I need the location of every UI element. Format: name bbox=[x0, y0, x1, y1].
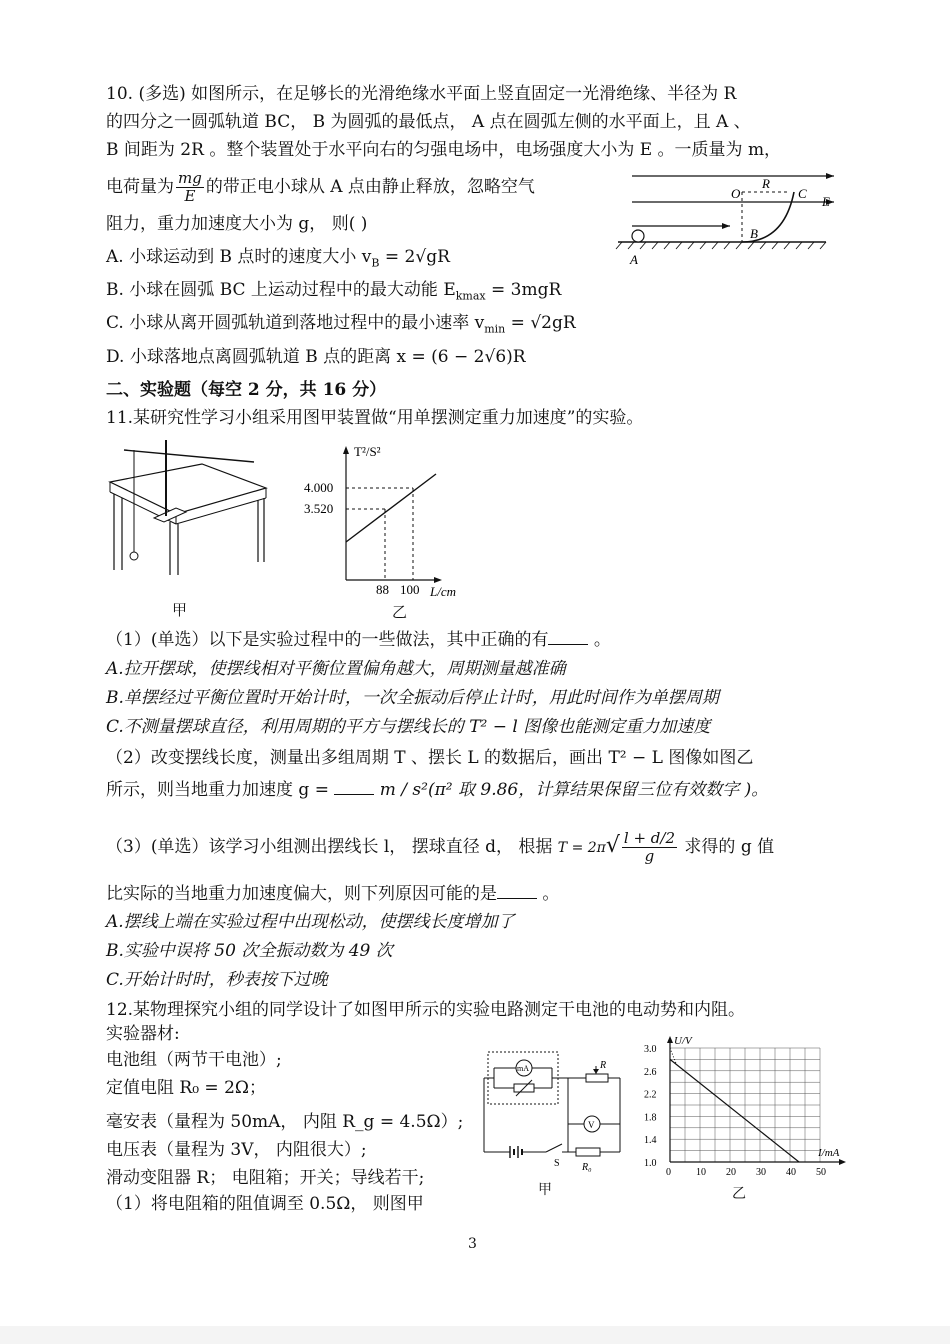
slide-rheostat bbox=[586, 1074, 608, 1082]
voltmeter-label: V bbox=[588, 1120, 595, 1130]
u-i-ytick: 2.6 bbox=[644, 1066, 657, 1078]
arc-track-figure bbox=[612, 168, 848, 270]
option-a-text: A. 小球运动到 B 点时的速度大小 v bbox=[106, 247, 372, 267]
u-i-ytick: 1.8 bbox=[644, 1112, 657, 1124]
period-formula-num: l + d/2 bbox=[623, 829, 676, 847]
option-b-value: = 3mgR bbox=[485, 280, 562, 300]
q11-part3-line1: （3）(单选）该学习小组测出摆线长 l， 摆球直径 d， 根据 T = 2π√ $\frac{l + d/2}{g}$ 求得的 g 值 bbox=[106, 829, 775, 865]
page-number: 3 bbox=[468, 1236, 477, 1252]
option-b-text: B. 小球在圆弧 BC 上运动过程中的最大动能 E bbox=[106, 280, 456, 300]
q11-intro: 11.某研究性学习小组采用图甲装置做“用单摆测定重力加速度”的实验。 bbox=[106, 408, 644, 428]
circuit-diagram bbox=[480, 1048, 630, 1178]
q10-option-b bbox=[106, 278, 561, 308]
u-i-ytick: 2.2 bbox=[644, 1089, 657, 1101]
answer-blank-2[interactable] bbox=[334, 778, 374, 795]
q12-line7: （1）将电阻箱的阻值调至 0.5Ω， 则图甲 bbox=[106, 1194, 424, 1214]
q11-part3-end: 。 bbox=[542, 884, 560, 904]
q11-part1-c: C.不测量摆球直径，利用周期的平方与摆线长的 T² − l 图像也能测定重力加速度 bbox=[106, 717, 711, 737]
table-top bbox=[110, 464, 266, 514]
u-i-ytick: 1.4 bbox=[644, 1135, 657, 1147]
label-a: A bbox=[630, 252, 638, 267]
milliammeter-label: mA bbox=[517, 1064, 529, 1073]
period-formula-den: g bbox=[644, 847, 655, 865]
t2-ytick-3520: 3.520 bbox=[304, 501, 334, 516]
q11-part3-line2 bbox=[106, 882, 559, 906]
t2-xlabel: L/cm bbox=[430, 584, 456, 599]
pendulum-apparatus bbox=[104, 430, 274, 580]
circuit-label-jia: 甲 bbox=[538, 1182, 552, 1198]
period-formula-fraction bbox=[622, 830, 677, 865]
u-i-ytick: 1.0 bbox=[644, 1158, 657, 1169]
q12-line4: 毫安表（量程为 50mA， 内阻 R_g = 4.5Ω）; bbox=[106, 1112, 464, 1132]
option-a-sub: B bbox=[371, 256, 380, 270]
u-i-xlabel: I/mA bbox=[818, 1147, 840, 1159]
q11-part3-text: 比实际的当地重力加速度偏大，则下列原因可能的是 bbox=[106, 884, 497, 904]
q11-part3-post: 求得的 g 值 bbox=[684, 837, 775, 857]
t2-xtick-100: 100 bbox=[400, 582, 420, 597]
cross-bar bbox=[124, 450, 254, 462]
q11-part3-b: B.实验中误将 50 次全振动数为 49 次 bbox=[106, 941, 393, 961]
q12-line1: 实验器材: bbox=[106, 1024, 180, 1044]
label-o: O bbox=[731, 186, 741, 201]
q10-option-a bbox=[106, 245, 450, 275]
q12-line5: 电压表（量程为 3V， 内阻很大）; bbox=[106, 1140, 367, 1160]
t2-l-line bbox=[346, 474, 436, 542]
q10-line1: 10. (多选) 如图所示，在足够长的光滑绝缘水平面上竖直固定一光滑绝缘、半径为 R bbox=[106, 84, 737, 104]
q10-line2: 的四分之一圆弧轨道 BC， B 为圆弧的最低点， A 点在圆弧左侧的水平面上，且 A 、 bbox=[106, 112, 751, 132]
period-formula-lhs: T = 2π bbox=[557, 840, 606, 856]
q11-part2-post: m / s²(π² 取 9.86，计算结果保留三位有效数字 )。 bbox=[379, 780, 769, 800]
label-r: R bbox=[762, 176, 770, 191]
q11-part1 bbox=[106, 628, 611, 652]
q10-line4-pre: 电荷量为 bbox=[106, 177, 174, 197]
q11-part3-a: A.摆线上端在实验过程中出现松动，使摆线长度增加了 bbox=[106, 912, 515, 932]
u-i-xtick: 0 bbox=[666, 1167, 671, 1178]
q12-line3: 定值电阻 R₀ = 2Ω； bbox=[106, 1078, 266, 1098]
q10-line4-post: 的带正电小球从 A 点由静止释放，忽略空气 bbox=[205, 177, 535, 197]
answer-blank-1[interactable] bbox=[548, 628, 588, 645]
pendulum-bob bbox=[130, 552, 138, 560]
t2-l-chart bbox=[296, 440, 476, 600]
u-i-line bbox=[670, 1059, 799, 1162]
u-i-grid bbox=[670, 1048, 820, 1162]
u-i-xtick: 30 bbox=[756, 1167, 766, 1178]
u-i-chart bbox=[642, 1034, 854, 1186]
option-c-value: = √2gR bbox=[505, 313, 576, 333]
charged-ball bbox=[632, 230, 644, 242]
u-i-xtick: 50 bbox=[816, 1167, 826, 1178]
rheostat-label: R bbox=[600, 1060, 607, 1071]
t2-ytick-4000: 4.000 bbox=[304, 480, 334, 495]
label-b: B bbox=[750, 226, 758, 241]
q10-line5: 阻力，重力加速度大小为 g， 则( ) bbox=[106, 214, 368, 234]
label-c: C bbox=[798, 186, 807, 201]
q11-part2-line2 bbox=[106, 778, 768, 802]
option-c-sub: min bbox=[484, 322, 506, 336]
t2-ylabel: T²/S² bbox=[354, 444, 381, 459]
q11-part3-c: C.开始计时时，秒表按下过晚 bbox=[106, 970, 328, 990]
q11-part2-pre: 所示，则当地重力加速度 g = bbox=[106, 780, 329, 800]
charge-fraction bbox=[176, 170, 204, 205]
u-i-xtick: 20 bbox=[726, 1167, 736, 1178]
q11-part1-b: B.单摆经过平衡位置时开始计时，一次全振动后停止计时，用此时间作为单摆周期 bbox=[106, 688, 719, 708]
t2-xtick-88: 88 bbox=[376, 582, 389, 597]
u-i-xtick: 40 bbox=[786, 1167, 796, 1178]
q12-intro: 12.某物理探究小组的同学设计了如图甲所示的实验电路测定干电池的电动势和内阻。 bbox=[106, 1000, 746, 1020]
option-a-value: = 2√gR bbox=[379, 247, 450, 267]
q12-line6: 滑动变阻器 R； 电阻箱；开关；导线若干; bbox=[106, 1168, 425, 1188]
answer-blank-3[interactable] bbox=[497, 882, 537, 899]
option-c-text: C. 小球从离开圆弧轨道到落地过程中的最小速率 v bbox=[106, 313, 485, 333]
q11-part1-a: A.拉开摆球，使摆线相对平衡位置偏角越大，周期测量越准确 bbox=[106, 659, 566, 679]
section-title: 二、实验题（每空 2 分，共 16 分） bbox=[106, 380, 387, 400]
fraction-denominator: E bbox=[184, 187, 196, 205]
label-e: E bbox=[822, 194, 830, 209]
u-i-ylabel: U/V bbox=[674, 1035, 692, 1047]
fraction-numerator: mg bbox=[178, 169, 202, 187]
q11-part3-pre: （3）(单选）该学习小组测出摆线长 l， 摆球直径 d， 根据 bbox=[106, 837, 553, 857]
u-i-xtick: 10 bbox=[696, 1167, 706, 1178]
fixed-resistor bbox=[576, 1148, 600, 1156]
q11-part1-text: （1）(单选）以下是实验过程中的一些做法，其中正确的有 bbox=[106, 630, 549, 650]
q10-option-d: D. 小球落地点离圆弧轨道 B 点的距离 x = (6 − 2√6)R bbox=[106, 347, 526, 367]
q12-line2: 电池组（两节干电池）; bbox=[106, 1050, 282, 1070]
u-i-ytick: 3.0 bbox=[644, 1044, 657, 1055]
q10-line4 bbox=[106, 170, 535, 205]
switch-label: S bbox=[554, 1158, 560, 1169]
q10-option-c bbox=[106, 311, 576, 341]
chart-label-yi: 乙 bbox=[732, 1186, 746, 1202]
fixed-resistor-label: R₀ bbox=[582, 1162, 592, 1173]
page-footer bbox=[0, 1326, 950, 1344]
fig-label-jia: 甲 bbox=[172, 601, 188, 619]
q10-line3: B 间距为 2R 。整个装置处于水平向右的匀强电场中，电场强度大小为 E 。一质量为 m， bbox=[106, 140, 782, 160]
option-b-sub: kmax bbox=[455, 289, 486, 303]
switch bbox=[546, 1144, 562, 1152]
fig-label-yi: 乙 bbox=[392, 603, 408, 621]
q11-part2-line1: （2）改变摆线长度，测量出多组周期 T 、摆长 L 的数据后，画出 T² − L 图像如图乙 bbox=[106, 748, 754, 768]
q11-part1-end: 。 bbox=[593, 630, 611, 650]
